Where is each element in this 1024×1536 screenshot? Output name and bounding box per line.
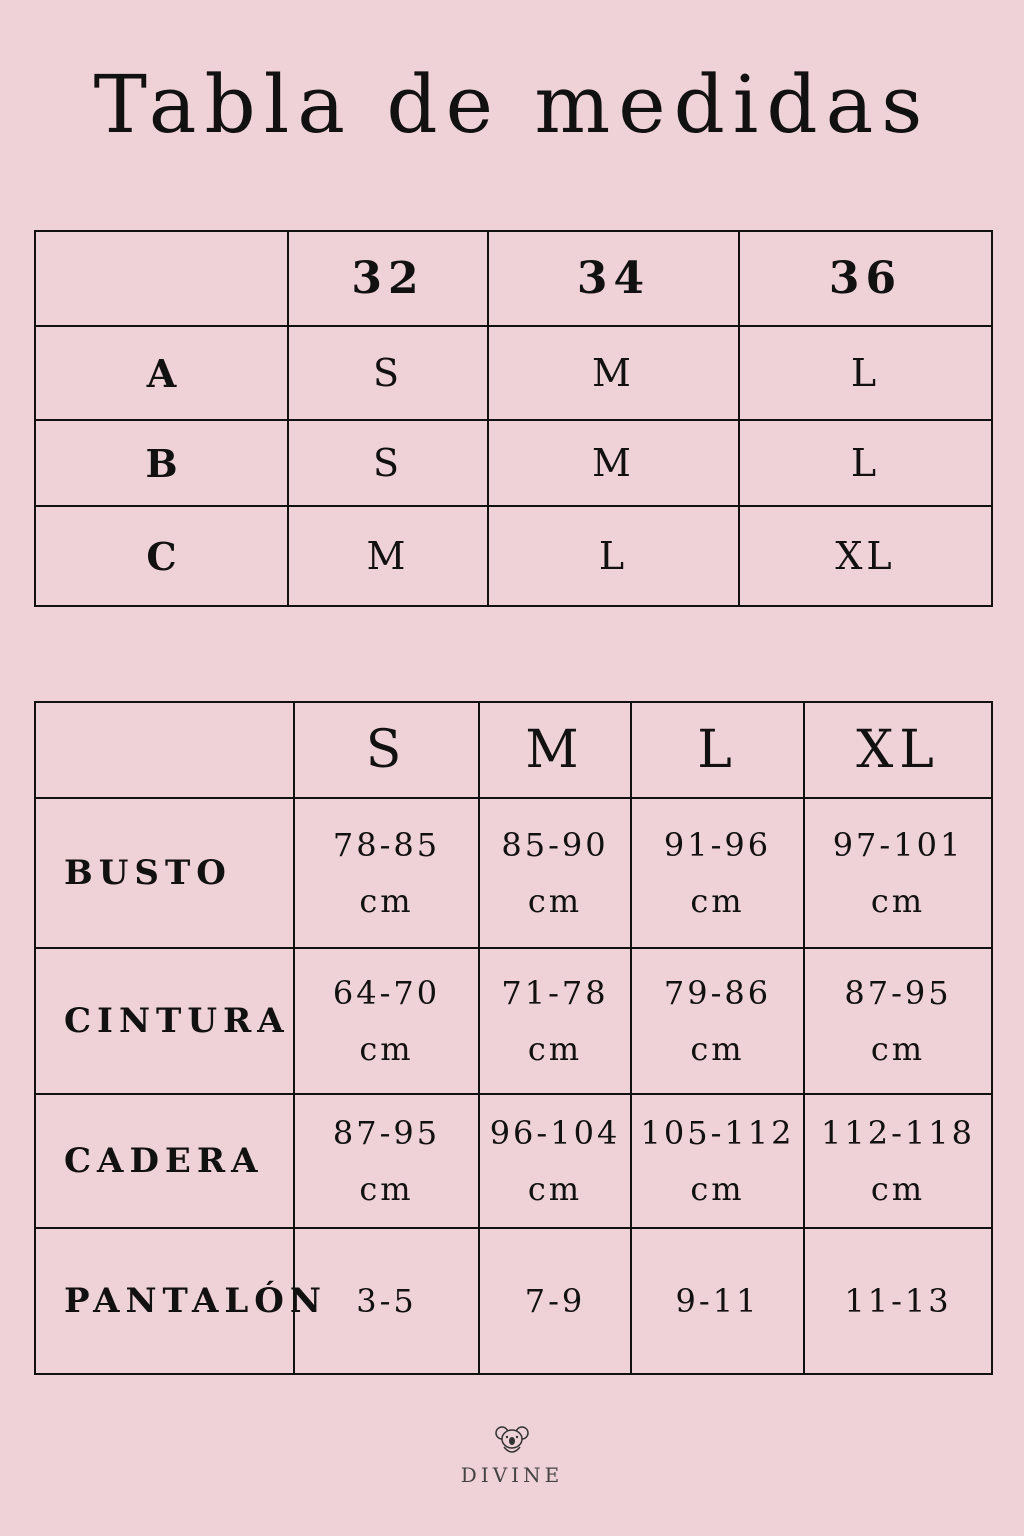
measurements-table [34,701,993,1375]
unit-label: cm [359,882,414,920]
unit-label: cm [870,882,926,920]
range-value: 64-70 [332,974,441,1012]
table-header-row [35,231,992,326]
column-header-34: 34 [488,231,739,326]
table-row [35,948,992,1094]
unit-label: cm [359,1170,414,1208]
row-header-cintura: CINTURA [35,948,294,1094]
table-cell: 9-11 [631,1228,804,1374]
table-cell [294,948,479,1094]
table-cell: L [739,420,992,506]
unit-label: cm [527,1030,583,1068]
table-cell [294,1094,479,1228]
range-value: 71-78 [501,974,609,1012]
range-value: 87-95 [332,1114,441,1152]
table-cell [479,798,631,948]
column-header-xl: XL [804,702,992,798]
table-cell: 11-13 [804,1228,992,1374]
column-header-m: M [479,702,631,798]
table-cell [804,798,992,948]
table-cell: L [739,326,992,420]
unit-label: cm [359,1030,414,1068]
unit-label: cm [690,1170,745,1208]
column-header-s: S [294,702,479,798]
table-cell [294,798,479,948]
table-cell [479,1094,631,1228]
table-cell: L [488,506,739,606]
range-value: 96-104 [489,1114,621,1152]
table-cell [804,948,992,1094]
table-cell [479,948,631,1094]
table-cell: S [288,326,488,420]
table-row [35,798,992,948]
table-row [35,1094,992,1228]
range-value: 97-101 [832,826,964,864]
unit-label: cm [690,1030,745,1068]
range-value: 112-118 [821,1114,975,1152]
row-header-b: B [35,420,288,506]
table-cell [631,798,804,948]
table-row [35,326,992,420]
table-cell: 3-5 [294,1228,479,1374]
table-cell: M [488,420,739,506]
table-header-row [35,702,992,798]
unit-label: cm [870,1170,926,1208]
table-cell [631,1094,804,1228]
table-cell: XL [739,506,992,606]
page-title: Tabla de medidas [93,58,931,151]
range-value: 91-96 [663,826,772,864]
row-header-c: C [35,506,288,606]
range-value: 87-95 [844,974,952,1012]
brand-footer [0,1425,1024,1487]
table-corner-cell [35,231,288,326]
table-row [35,420,992,506]
unit-label: cm [690,882,745,920]
unit-label: cm [527,1170,583,1208]
table-cell: S [288,420,488,506]
brand-name: DIVINE [460,1463,564,1487]
row-header-busto: BUSTO [35,798,294,948]
table-cell: M [288,506,488,606]
table-row [35,506,992,606]
column-header-l: L [631,702,804,798]
table-cell [631,948,804,1094]
koala-icon [494,1425,530,1457]
table-cell [804,1094,992,1228]
cup-size-table [34,230,993,607]
column-header-36: 36 [739,231,992,326]
row-header-cadera: CADERA [35,1094,294,1228]
table-corner-cell [35,702,294,798]
unit-label: cm [870,1030,926,1068]
column-header-32: 32 [288,231,488,326]
range-value: 78-85 [332,826,441,864]
table-row [35,1228,992,1374]
row-header-a: A [35,326,288,420]
row-header-pantalon: PANTALÓN [35,1228,294,1374]
range-value: 105-112 [640,1114,795,1152]
range-value: 79-86 [663,974,772,1012]
range-value: 85-90 [501,826,609,864]
unit-label: cm [527,882,583,920]
table-cell: 7-9 [479,1228,631,1374]
table-cell: M [488,326,739,420]
